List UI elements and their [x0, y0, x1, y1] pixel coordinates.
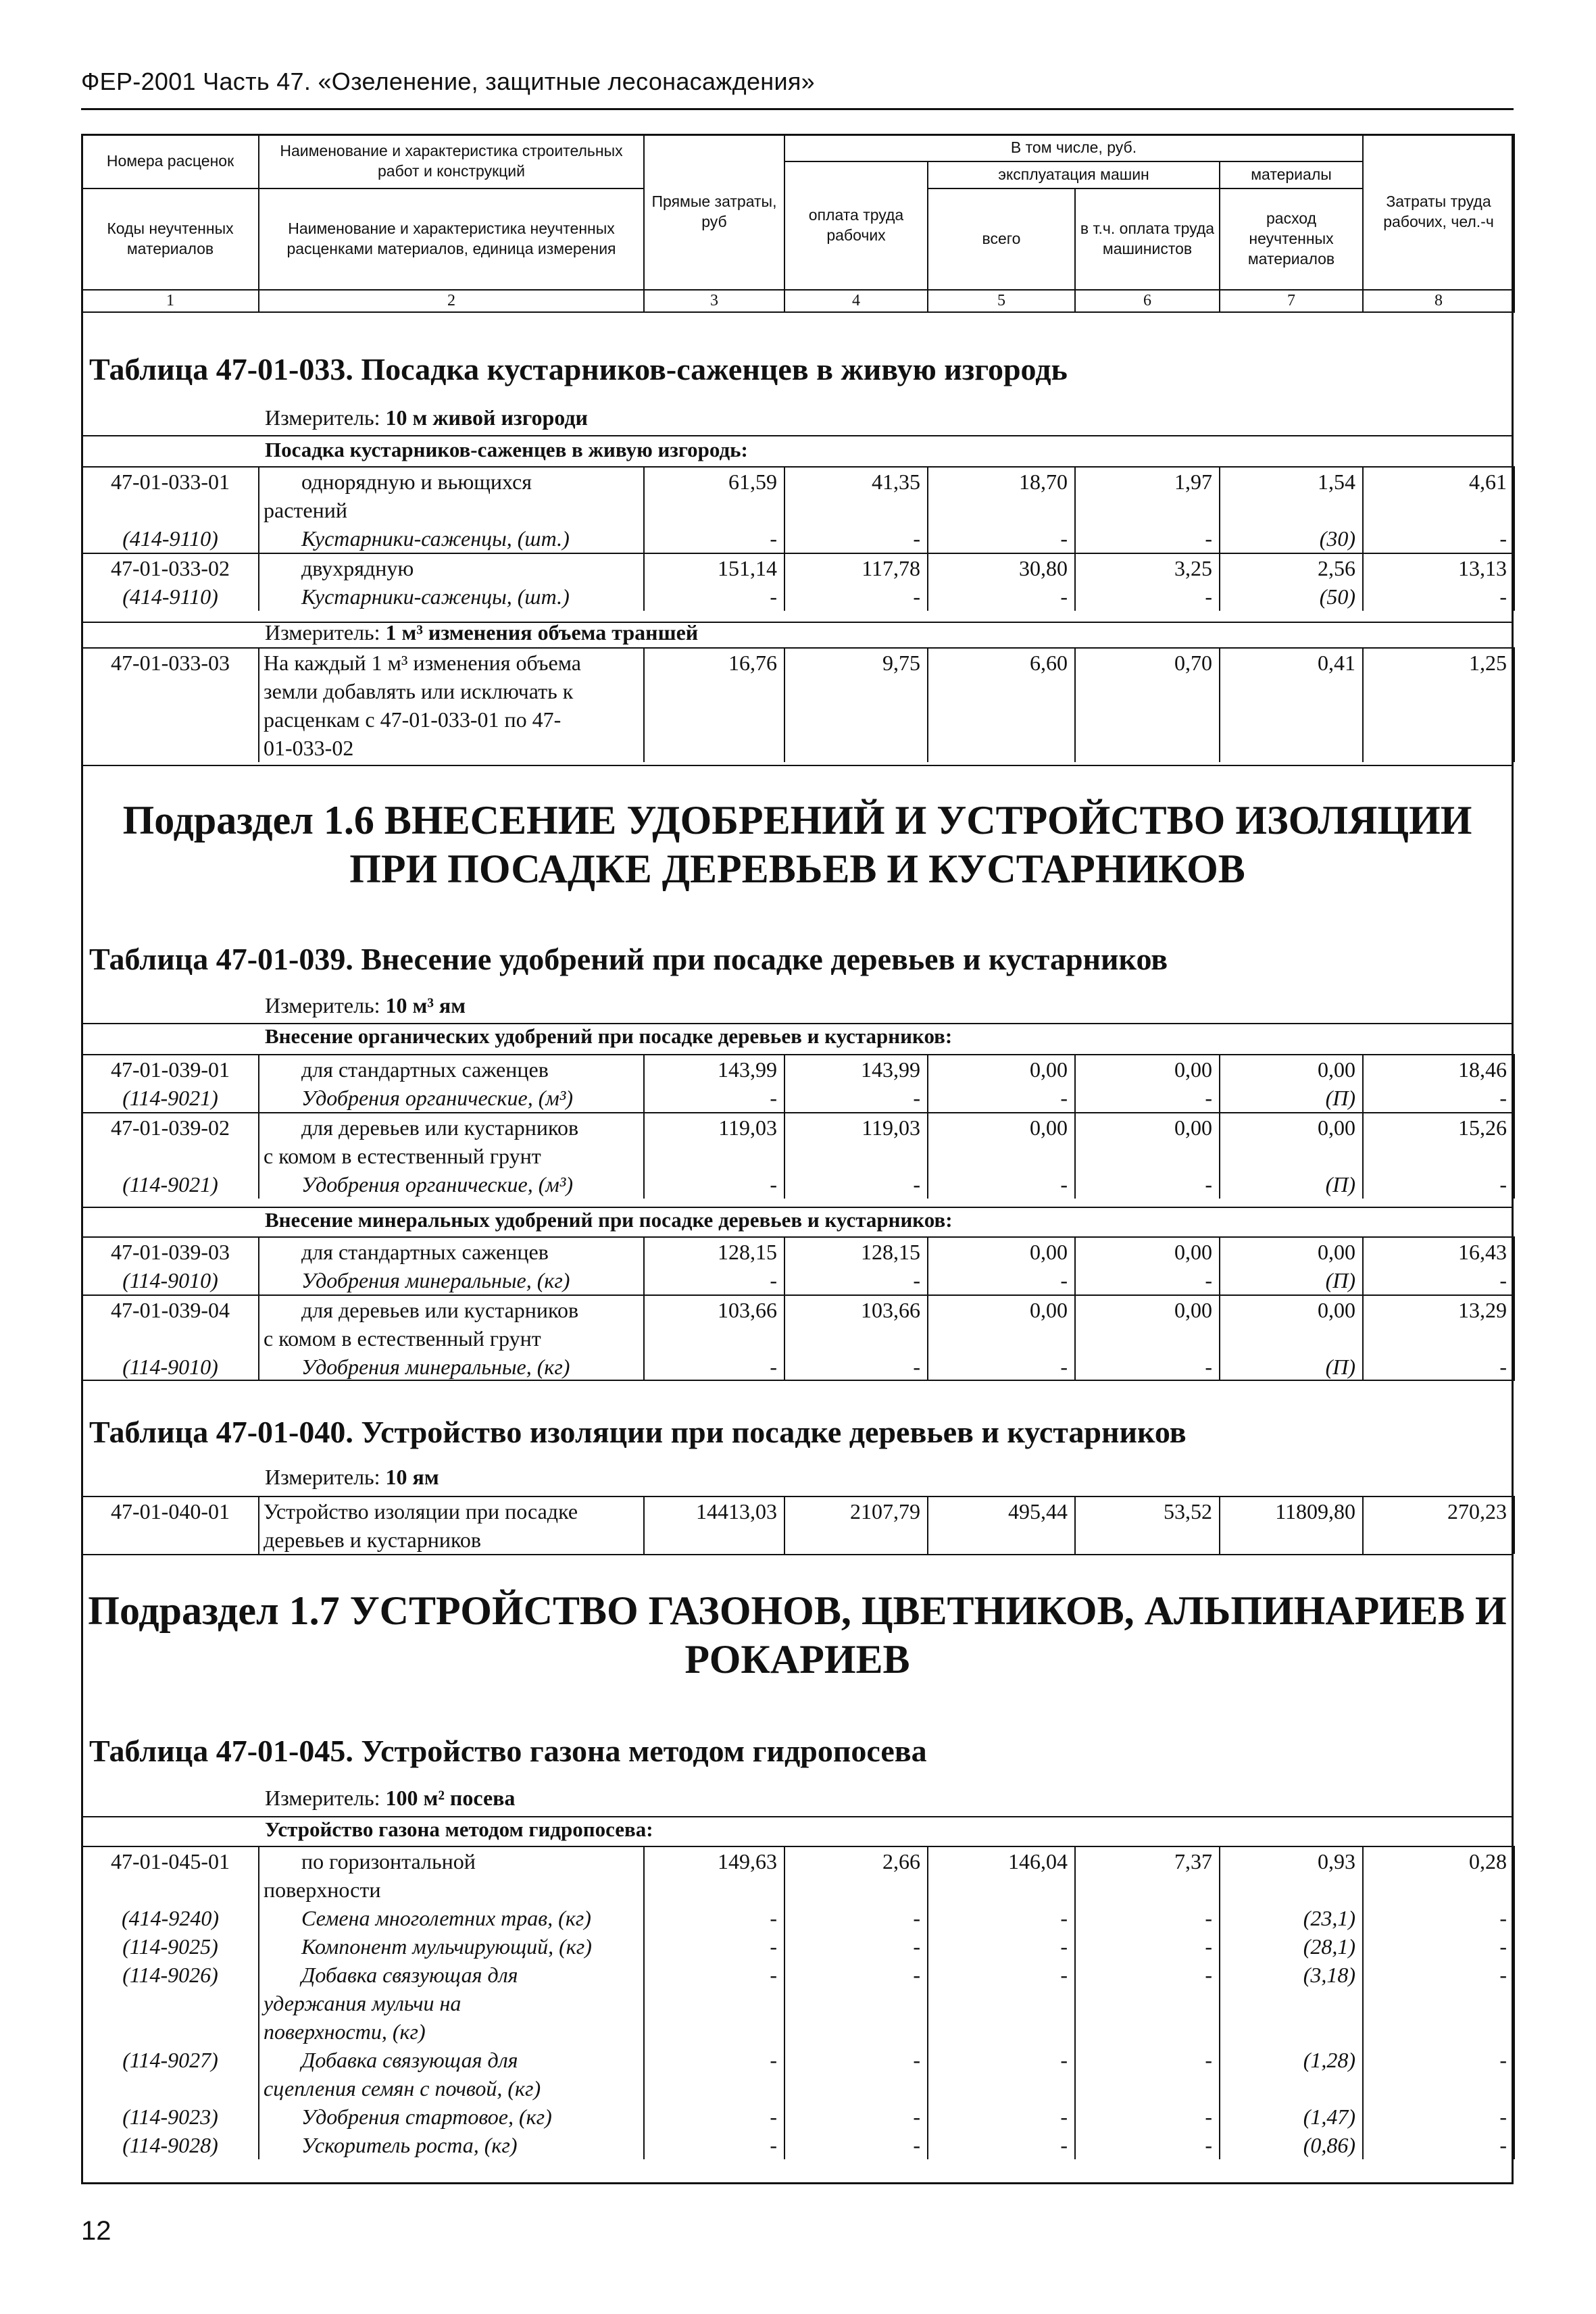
material-row: [82, 1904, 1514, 1932]
worker-pay: -: [784, 1353, 928, 1381]
worker-pay: -: [784, 1904, 928, 1932]
operator-pay: -: [1075, 1170, 1220, 1199]
worker-pay: -: [784, 1170, 928, 1199]
operator-pay: 7,37: [1075, 1846, 1220, 1904]
labor-hours: 4,61: [1363, 467, 1514, 524]
measure-unit: [265, 405, 588, 430]
machines-total: -: [928, 582, 1075, 611]
worker-pay: 117,78: [784, 553, 928, 582]
material-code: (114-9027): [82, 2046, 259, 2103]
material-use: 0,00: [1220, 1237, 1363, 1266]
labor-hours: -: [1363, 1932, 1514, 1961]
direct-costs: 16,76: [644, 648, 784, 762]
operator-pay: 0,70: [1075, 648, 1220, 762]
group-heading: Посадка кустарников-саженцев в живую изгородь:: [265, 438, 748, 461]
header-direct-costs: Прямые затраты, руб: [644, 134, 784, 290]
direct-costs: 119,03: [644, 1113, 784, 1170]
labor-hours: -: [1363, 2131, 1514, 2159]
machines-total: -: [928, 2046, 1075, 2103]
row-divider: [81, 1554, 1514, 1555]
header-worker-pay: оплата труда рабочих: [784, 161, 928, 290]
row-divider: [81, 435, 1514, 436]
material-code: (114-9010): [82, 1266, 259, 1295]
rate-name-line: Устройство изоляции при посадке: [264, 1499, 578, 1524]
machines-total: -: [928, 1932, 1075, 1961]
material-name-line: Удобрения минеральные, (кг): [301, 1355, 570, 1379]
direct-costs: -: [644, 1266, 784, 1295]
rate-name-line: поверхности: [264, 1878, 381, 1902]
material-use: 0,93: [1220, 1846, 1363, 1904]
table-row: [82, 553, 1514, 582]
header-including: В том числе, руб.: [784, 134, 1363, 161]
labor-hours: 13,29: [1363, 1295, 1514, 1353]
rate-name-line: деревьев и кустарников: [264, 1528, 481, 1552]
material-use: (30): [1220, 524, 1363, 553]
rate-name: [259, 1295, 644, 1353]
operator-pay: -: [1075, 1266, 1220, 1295]
machines-total: -: [928, 1353, 1075, 1381]
worker-pay: 128,15: [784, 1237, 928, 1266]
worker-pay: 2,66: [784, 1846, 928, 1904]
material-row: [82, 1266, 1514, 1295]
worker-pay: -: [784, 1266, 928, 1295]
measure-prefix: Измеритель:: [265, 1465, 386, 1489]
material-use: (1,28): [1220, 2046, 1363, 2103]
measure-unit: [265, 993, 466, 1018]
operator-pay: 1,97: [1075, 467, 1220, 524]
group-heading: Внесение минеральных удобрений при посадке деревьев и кустарников:: [265, 1208, 953, 1232]
rate-code: 47-01-040-01: [82, 1496, 259, 1554]
measure-value: 100 м² посева: [385, 1786, 516, 1810]
direct-costs: -: [644, 2046, 784, 2103]
col-number: 6: [1075, 290, 1220, 312]
rate-code: 47-01-033-03: [82, 648, 259, 762]
operator-pay: 3,25: [1075, 553, 1220, 582]
worker-pay: 2107,79: [784, 1496, 928, 1554]
rate-code: 47-01-039-02: [82, 1113, 259, 1170]
table-title: Таблица 47-01-045. Устройство газона методом гидропосева: [89, 1734, 927, 1768]
material-name-line: Кустарники-саженцы, (шт.): [301, 526, 570, 551]
operator-pay: 0,00: [1075, 1055, 1220, 1084]
material-name-line: Удобрения органические, (м³): [301, 1086, 574, 1110]
rate-name: [259, 1237, 644, 1266]
material-use: 0,41: [1220, 648, 1363, 762]
table-row: [82, 648, 1514, 762]
material-name: [259, 1353, 644, 1381]
col-number: 1: [82, 290, 259, 312]
measure-unit: [265, 1465, 439, 1490]
rate-name-line: земли добавлять или исключать к: [264, 679, 574, 703]
direct-costs: -: [644, 2131, 784, 2159]
material-row: [82, 2103, 1514, 2131]
worker-pay: -: [784, 1084, 928, 1113]
rates-table-045: [81, 1846, 1515, 2159]
document-header: ФЕР-2001 Часть 47. «Озеленение, защитные лесонасаждения»: [81, 68, 815, 95]
rate-name-line: для деревьев или кустарников: [301, 1298, 579, 1322]
material-code: (114-9021): [82, 1084, 259, 1113]
operator-pay: 0,00: [1075, 1237, 1220, 1266]
operator-pay: 53,52: [1075, 1496, 1220, 1554]
direct-costs: -: [644, 1932, 784, 1961]
material-use: (0,86): [1220, 2131, 1363, 2159]
rate-name-line: по горизонтальной: [301, 1849, 476, 1873]
worker-pay: -: [784, 524, 928, 553]
labor-hours: 16,43: [1363, 1237, 1514, 1266]
measure-value: 10 ям: [385, 1465, 439, 1489]
machines-total: 0,00: [928, 1113, 1075, 1170]
direct-costs: 128,15: [644, 1237, 784, 1266]
rate-name-line: двухрядную: [301, 556, 414, 580]
header-rule: [81, 108, 1514, 110]
header-material-use: расход неучтенных материалов: [1220, 188, 1363, 290]
col-number: 4: [784, 290, 928, 312]
material-use: (П): [1220, 1353, 1363, 1381]
material-name-line: поверхности, (кг): [264, 2019, 426, 2044]
material-name: [259, 1932, 644, 1961]
machines-total: -: [928, 2103, 1075, 2131]
column-header-table: [81, 134, 1515, 313]
direct-costs: 103,66: [644, 1295, 784, 1353]
col-number: 5: [928, 290, 1075, 312]
material-use: (3,18): [1220, 1961, 1363, 2046]
rate-name-line: На каждый 1 м³ изменения объема: [264, 651, 581, 675]
machines-total: -: [928, 1266, 1075, 1295]
material-code: (414-9240): [82, 1904, 259, 1932]
material-use: (П): [1220, 1266, 1363, 1295]
rates-table-040: [81, 1496, 1515, 1554]
table-row: [82, 1496, 1514, 1554]
rate-name: [259, 467, 644, 524]
material-use: (П): [1220, 1170, 1363, 1199]
material-name: [259, 2103, 644, 2131]
rates-table-039-b: [81, 1236, 1515, 1381]
direct-costs: -: [644, 524, 784, 553]
material-code: (414-9110): [82, 524, 259, 553]
labor-hours: -: [1363, 1266, 1514, 1295]
machines-total: -: [928, 1904, 1075, 1932]
rate-name-line: расценкам с 47-01-033-01 по 47-: [264, 707, 562, 732]
material-use: 2,56: [1220, 553, 1363, 582]
labor-hours: 18,46: [1363, 1055, 1514, 1084]
group-heading: Устройство газона методом гидропосева:: [265, 1817, 653, 1841]
labor-hours: -: [1363, 2046, 1514, 2103]
material-name-line: Ускоритель роста, (кг): [301, 2133, 518, 2157]
table-row: [82, 1113, 1514, 1170]
material-name-line: Добавка связующая для: [301, 2048, 518, 2072]
measure-value: 10 м³ ям: [385, 993, 466, 1017]
machines-total: 30,80: [928, 553, 1075, 582]
material-row: [82, 582, 1514, 611]
page-number: 12: [81, 2216, 111, 2246]
subsection-title-line: РОКАРИЕВ: [684, 1637, 910, 1682]
material-use: (23,1): [1220, 1904, 1363, 1932]
material-name: [259, 1084, 644, 1113]
col-number: 2: [259, 290, 644, 312]
worker-pay: -: [784, 2046, 928, 2103]
material-row: [82, 1170, 1514, 1199]
material-row: [82, 2046, 1514, 2103]
rate-name-line: для деревьев или кустарников: [301, 1115, 579, 1140]
labor-hours: -: [1363, 1961, 1514, 2046]
material-name: [259, 524, 644, 553]
machines-total: 146,04: [928, 1846, 1075, 1904]
material-use: (50): [1220, 582, 1363, 611]
header-rate-numbers: Номера расценок: [82, 134, 259, 188]
labor-hours: 1,25: [1363, 648, 1514, 762]
header-machines: эксплуатация машин: [928, 161, 1220, 188]
labor-hours: 270,23: [1363, 1496, 1514, 1554]
material-name: [259, 1170, 644, 1199]
measure-prefix: Измеритель:: [265, 620, 386, 645]
labor-hours: 0,28: [1363, 1846, 1514, 1904]
material-name: [259, 1961, 644, 2046]
operator-pay: -: [1075, 1904, 1220, 1932]
subsection-title: [81, 1586, 1514, 1684]
group-heading: Внесение органических удобрений при посадке деревьев и кустарников:: [265, 1024, 953, 1048]
worker-pay: -: [784, 2103, 928, 2131]
measure-prefix: Измеритель:: [265, 993, 386, 1017]
operator-pay: -: [1075, 2103, 1220, 2131]
table-row: [82, 1846, 1514, 1904]
operator-pay: -: [1075, 1353, 1220, 1381]
worker-pay: -: [784, 582, 928, 611]
operator-pay: -: [1075, 1084, 1220, 1113]
material-name-line: Удобрения органические, (м³): [301, 1172, 574, 1197]
machines-total: 495,44: [928, 1496, 1075, 1554]
rate-code: 47-01-045-01: [82, 1846, 259, 1904]
material-row: [82, 2131, 1514, 2159]
col-number: 7: [1220, 290, 1363, 312]
measure-unit: [265, 1786, 515, 1811]
operator-pay: -: [1075, 2131, 1220, 2159]
rate-name-line: растений: [264, 498, 347, 522]
rate-name-line: однорядную и вьющихся: [301, 470, 532, 494]
worker-pay: -: [784, 2131, 928, 2159]
worker-pay: 41,35: [784, 467, 928, 524]
material-use: 1,54: [1220, 467, 1363, 524]
operator-pay: -: [1075, 524, 1220, 553]
machines-total: 6,60: [928, 648, 1075, 762]
operator-pay: -: [1075, 582, 1220, 611]
rates-table-033-b: [81, 647, 1515, 762]
material-row: [82, 1084, 1514, 1113]
labor-hours: -: [1363, 1084, 1514, 1113]
operator-pay: 0,00: [1075, 1295, 1220, 1353]
rate-code: 47-01-039-03: [82, 1237, 259, 1266]
material-row: [82, 524, 1514, 553]
subsection-title-line: Подраздел 1.7 УСТРОЙСТВО ГАЗОНОВ, ЦВЕТНИКОВ, АЛЬПИНАРИЕВ И: [88, 1588, 1507, 1633]
material-use: (28,1): [1220, 1932, 1363, 1961]
header-labor-hours: Затраты труда рабочих, чел.-ч: [1363, 134, 1514, 290]
header-materials: материалы: [1220, 161, 1363, 188]
material-name-line: Удобрения стартовое, (кг): [301, 2105, 552, 2129]
material-code: (114-9026): [82, 1961, 259, 2046]
direct-costs: -: [644, 1084, 784, 1113]
rate-code: 47-01-033-02: [82, 553, 259, 582]
rate-name: [259, 553, 644, 582]
worker-pay: 143,99: [784, 1055, 928, 1084]
table-title: Таблица 47-01-039. Внесение удобрений при посадке деревьев и кустарников: [89, 942, 1168, 976]
material-name-line: Кустарники-саженцы, (шт.): [301, 584, 570, 609]
machines-total: -: [928, 1170, 1075, 1199]
rate-name: [259, 1055, 644, 1084]
direct-costs: 61,59: [644, 467, 784, 524]
direct-costs: -: [644, 2103, 784, 2131]
labor-hours: 15,26: [1363, 1113, 1514, 1170]
rate-name: [259, 1846, 644, 1904]
material-name: [259, 582, 644, 611]
direct-costs: -: [644, 1904, 784, 1932]
material-code: (114-9028): [82, 2131, 259, 2159]
material-use: 0,00: [1220, 1113, 1363, 1170]
row-divider: [81, 1380, 1514, 1381]
material-name-line: Удобрения минеральные, (кг): [301, 1268, 570, 1292]
labor-hours: -: [1363, 582, 1514, 611]
subsection-title: [81, 796, 1514, 893]
machines-total: 0,00: [928, 1295, 1075, 1353]
worker-pay: 103,66: [784, 1295, 928, 1353]
header-material-name: Наименование и характеристика неучтенных расценками материалов, единица измерения: [259, 188, 644, 290]
material-use: (1,47): [1220, 2103, 1363, 2131]
measure-prefix: Измеритель:: [265, 405, 386, 430]
material-use: 11809,80: [1220, 1496, 1363, 1554]
material-code: (114-9025): [82, 1932, 259, 1961]
header-work-name: Наименование и характеристика строительных работ и конструкций: [259, 134, 644, 188]
material-name: [259, 2046, 644, 2103]
material-row: [82, 1932, 1514, 1961]
subsection-title-line: ПРИ ПОСАДКЕ ДЕРЕВЬЕВ И КУСТАРНИКОВ: [349, 847, 1245, 891]
direct-costs: -: [644, 582, 784, 611]
material-code: (114-9021): [82, 1170, 259, 1199]
material-code: (114-9010): [82, 1353, 259, 1381]
operator-pay: -: [1075, 1961, 1220, 2046]
direct-costs: 149,63: [644, 1846, 784, 1904]
material-row: [82, 1961, 1514, 2046]
material-use: 0,00: [1220, 1055, 1363, 1084]
machines-total: -: [928, 1084, 1075, 1113]
table-row: [82, 1237, 1514, 1266]
material-name-line: удержания мульчи на: [264, 1991, 462, 2015]
machines-total: -: [928, 524, 1075, 553]
measure-value: 10 м живой изгороди: [385, 405, 588, 430]
header-operator-pay: в т.ч. оплата труда машинистов: [1075, 188, 1220, 290]
material-code: (414-9110): [82, 582, 259, 611]
worker-pay: -: [784, 1961, 928, 2046]
material-row: [82, 1353, 1514, 1381]
measure-unit: [265, 620, 698, 645]
subsection-title-line: Подраздел 1.6 ВНЕСЕНИЕ УДОБРЕНИЙ И УСТРОЙСТВО ИЗОЛЯЦИИ: [122, 798, 1472, 842]
material-name-line: Добавка связующая для: [301, 1963, 518, 1987]
operator-pay: 0,00: [1075, 1113, 1220, 1170]
direct-costs: -: [644, 1353, 784, 1381]
header-material-codes: Коды неучтенных материалов: [82, 188, 259, 290]
rate-name-line: с комом в естественный грунт: [264, 1326, 541, 1351]
worker-pay: 9,75: [784, 648, 928, 762]
material-code: (114-9023): [82, 2103, 259, 2131]
table-row: [82, 1055, 1514, 1084]
material-name-line: Семена многолетних трав, (кг): [301, 1906, 591, 1930]
rate-name: [259, 1496, 644, 1554]
rate-name-line: 01-033-02: [264, 736, 354, 760]
rate-name-line: для стандартных саженцев: [301, 1057, 549, 1082]
labor-hours: -: [1363, 2103, 1514, 2131]
machines-total: 0,00: [928, 1055, 1075, 1084]
direct-costs: 151,14: [644, 553, 784, 582]
rates-table-039-a: [81, 1054, 1515, 1199]
machines-total: 0,00: [928, 1237, 1075, 1266]
material-name: [259, 1266, 644, 1295]
direct-costs: 143,99: [644, 1055, 784, 1084]
material-name-line: сцепления семян с почвой, (кг): [264, 2076, 541, 2101]
table-row: [82, 1295, 1514, 1353]
table-row: [82, 467, 1514, 524]
measure-prefix: Измеритель:: [265, 1786, 386, 1810]
rate-name-line: для стандартных саженцев: [301, 1240, 549, 1264]
operator-pay: -: [1075, 2046, 1220, 2103]
rate-name-line: с комом в естественный грунт: [264, 1144, 541, 1168]
header-machines-total: всего: [928, 188, 1075, 290]
direct-costs: -: [644, 1170, 784, 1199]
rate-code: 47-01-039-01: [82, 1055, 259, 1084]
table-title: Таблица 47-01-033. Посадка кустарников-саженцев в живую изгородь: [89, 352, 1068, 386]
operator-pay: -: [1075, 1932, 1220, 1961]
direct-costs: -: [644, 1961, 784, 2046]
worker-pay: 119,03: [784, 1113, 928, 1170]
rate-name: [259, 648, 644, 762]
rate-name: [259, 1113, 644, 1170]
material-use: 0,00: [1220, 1295, 1363, 1353]
labor-hours: 13,13: [1363, 553, 1514, 582]
labor-hours: -: [1363, 1904, 1514, 1932]
material-name-line: Компонент мульчирующий, (кг): [301, 1934, 592, 1959]
rate-code: 47-01-039-04: [82, 1295, 259, 1353]
rates-table-033-a: [81, 466, 1515, 611]
col-number: 3: [644, 290, 784, 312]
machines-total: 18,70: [928, 467, 1075, 524]
row-divider: [81, 765, 1514, 766]
labor-hours: -: [1363, 1170, 1514, 1199]
material-name: [259, 2131, 644, 2159]
machines-total: -: [928, 1961, 1075, 2046]
material-name: [259, 1904, 644, 1932]
rate-code: 47-01-033-01: [82, 467, 259, 524]
labor-hours: -: [1363, 524, 1514, 553]
measure-value: 1 м³ изменения объема траншей: [385, 620, 699, 645]
material-use: (П): [1220, 1084, 1363, 1113]
direct-costs: 14413,03: [644, 1496, 784, 1554]
labor-hours: -: [1363, 1353, 1514, 1381]
col-number: 8: [1363, 290, 1514, 312]
machines-total: -: [928, 2131, 1075, 2159]
worker-pay: -: [784, 1932, 928, 1961]
table-title: Таблица 47-01-040. Устройство изоляции при посадке деревьев и кустарников: [89, 1415, 1187, 1449]
